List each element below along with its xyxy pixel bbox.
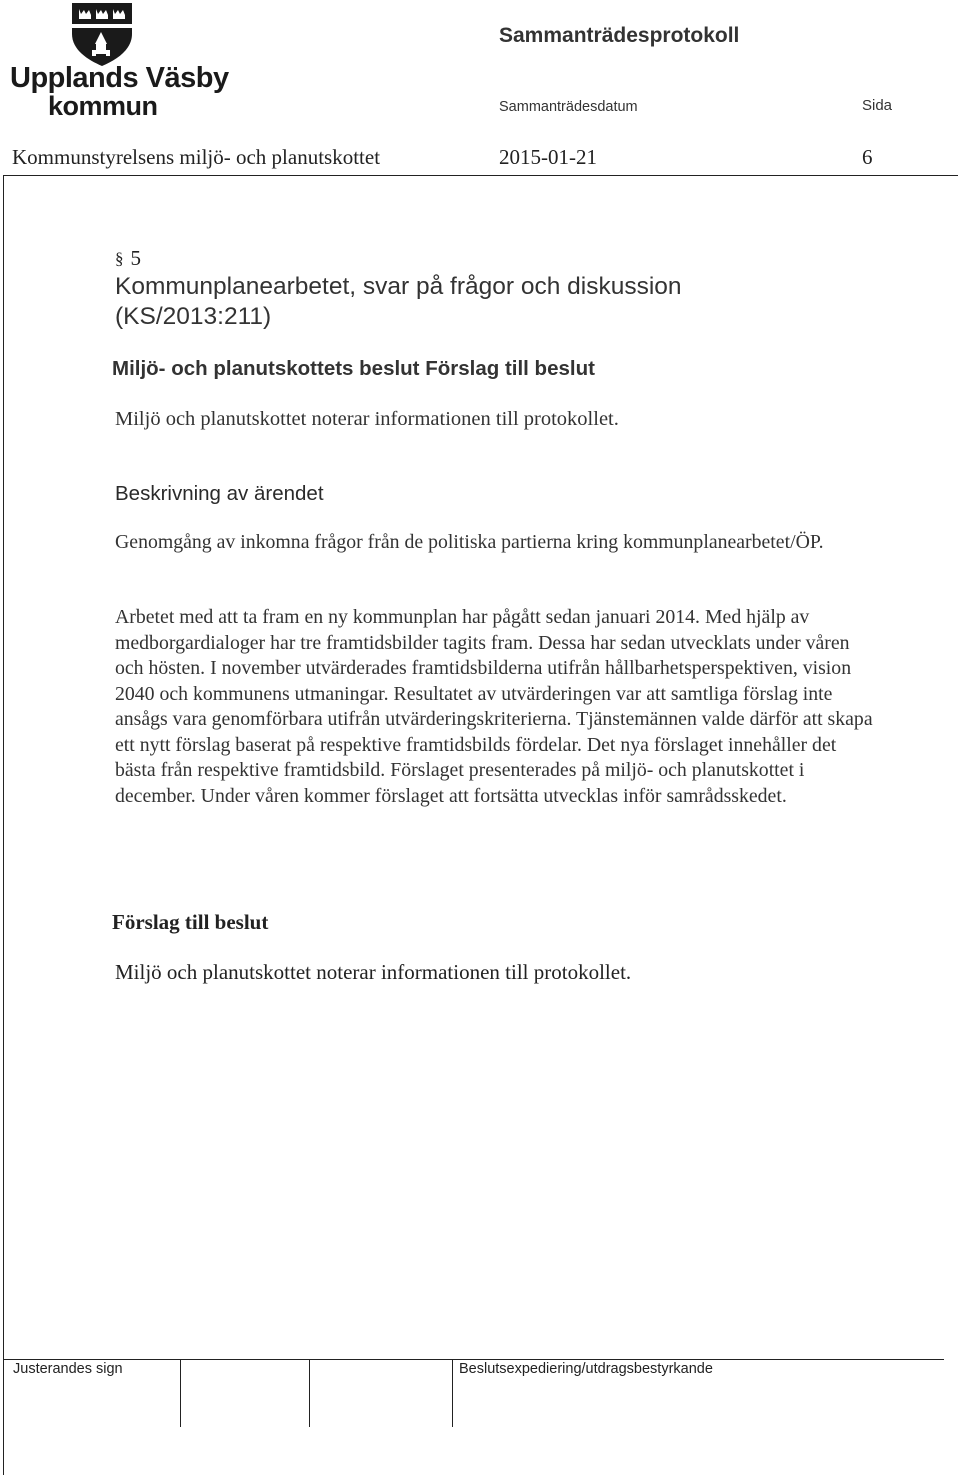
header-divider (3, 175, 958, 176)
decision-heading: Miljö- och planutskottets beslut Förslag till beslut (112, 357, 595, 380)
page-number: 6 (862, 145, 873, 169)
document-type-title: Sammanträdesprotokoll (499, 24, 740, 47)
page-label: Sida (862, 97, 893, 114)
signature-label: Justerandes sign (13, 1361, 123, 1377)
signature-box-divider (180, 1359, 181, 1427)
item-title-line1: Kommunplanearbetet, svar på frågor och diskussion (115, 273, 682, 300)
footer-divider (3, 1359, 944, 1360)
left-margin-line (3, 175, 4, 1360)
description-paragraph-2-part2: I november utvärderades framtidsbilderna utifrån hållbarhetsperspektiven, vision 2040 och kommunens utmaningar. Resultatet av utvärderingen var att samtliga förslag inte ansågs vara genomförbara utifrån utvärderingskriterierna. Tjänstemännen valde därför att skapa ett nytt förslag baserat på respektive framtidsbilds fördelar. Det nya förslaget innehåller det bästa från respektive framtidsbild. Förslaget presenterades på miljö- och planutskottet i december. Under våren kommer förslaget att fortsätta utvecklas inför samrådsskedet. (115, 657, 873, 807)
section-symbol: § (115, 249, 124, 268)
item-title-line2: (KS/2013:211) (115, 303, 272, 330)
proposal-text: Miljö och planutskottet noterar informationen till protokollet. (115, 960, 632, 984)
committee-name: Kommunstyrelsens miljö- och planutskottet (12, 145, 381, 169)
dispatch-label: Beslutsexpediering/utdragsbestyrkande (459, 1361, 713, 1377)
footer-left-line (3, 1359, 4, 1475)
decision-text: Miljö och planutskottet noterar informationen till protokollet. (115, 408, 619, 430)
signature-box-divider (452, 1359, 453, 1427)
logo-wordmark: Upplands Väsby (10, 62, 229, 94)
section-number (115, 246, 141, 271)
logo-subname: kommun (48, 91, 158, 121)
description-paragraph-2 (115, 605, 875, 809)
description-paragraph-2-part1: Arbetet med att ta fram en ny kommunplan har pågått sedan januari 2014. Med hjälp av medborgardialoger har tre framtidsbilder tagits fram. Dessa har sedan utvecklats under våren och hösten. (115, 606, 850, 679)
meeting-date-label: Sammanträdesdatum (499, 99, 638, 115)
description-paragraph-1: Genomgång av inkomna frågor från de politiska partierna kring kommunplanearbetet/ÖP. (115, 531, 824, 553)
proposal-heading: Förslag till beslut (112, 910, 269, 934)
description-heading: Beskrivning av ärendet (115, 482, 324, 505)
municipality-logo (8, 0, 229, 122)
meeting-date: 2015-01-21 (499, 145, 597, 169)
section-number-value: 5 (130, 246, 141, 270)
item-title (115, 272, 815, 332)
signature-box-divider (309, 1359, 310, 1427)
